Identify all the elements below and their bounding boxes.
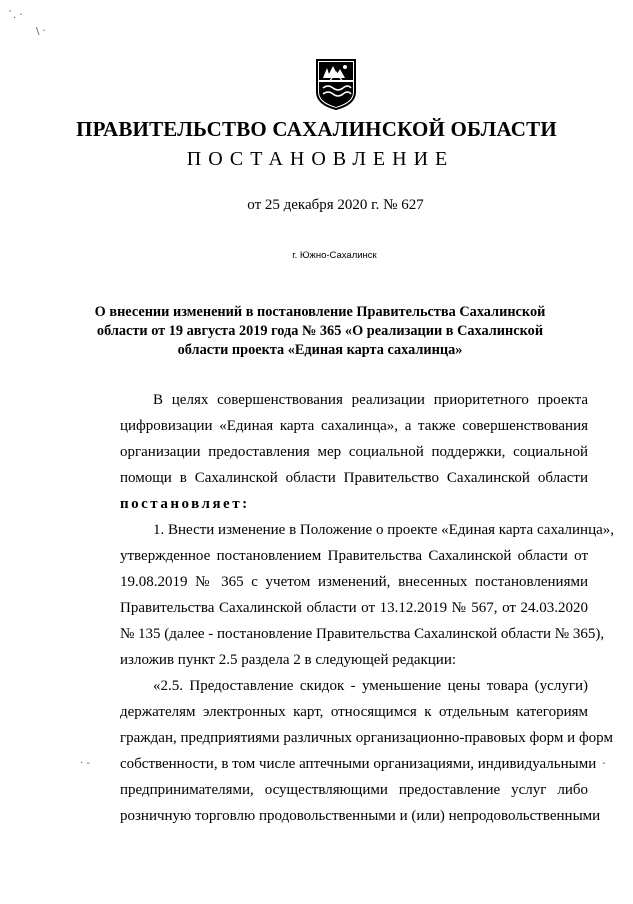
body-line: В целях совершенствования реализации приоритетного проекта [153,392,588,408]
scan-mark: - [602,758,606,769]
body-line: розничную торговлю продовольственными и (или) непродовольственными [120,808,601,824]
body-line: предпринимателями, осуществляющими предоставление услуг либо [120,782,588,798]
body-line: собственности, в том числе аптечными организациями, индивидуальными [120,756,597,772]
body-line: граждан, предприятиями различных организационно-правовых форм и форм [120,730,613,746]
scan-mark: `. · [8,10,23,21]
heading-line: О внесении изменений в постановление Правительства Сахалинской [94,304,546,320]
body-line: № 135 (далее - постановление Правительства Сахалинской области № 365), [120,626,605,642]
document-type: ПОСТАНОВЛЕНИЕ [186,148,455,170]
document-date-number: от 25 декабря 2020 г. № 627 [247,197,424,213]
body-line: 19.08.2019 № 365 с учетом изменений, внесенных постановлениями [120,574,588,590]
body-line: 1. Внести изменение в Положение о проекте «Единая карта сахалинца», [153,522,615,538]
heading-line: области проекта «Единая карта сахалинца» [177,342,463,358]
body-line: цифровизации «Единая карта сахалинца», а также совершенствования [120,418,588,434]
coat-of-arms-icon [315,58,357,110]
body-line: держателям электронных карт, относящимся к отдельным категориям [120,704,588,720]
body-line: организации предоставления мер социальной поддержки, социальной [120,444,588,460]
body-line: изложив пункт 2.5 раздела 2 в следующей редакции: [120,652,457,668]
document-place: г. Южно-Сахалинск [292,250,377,261]
document-heading [60,303,580,360]
body-line: Правительства Сахалинской области от 13.12.2019 № 567, от 24.03.2020 [120,600,588,616]
government-title: ПРАВИТЕЛЬСТВО САХАЛИНСКОЙ ОБЛАСТИ [76,117,557,141]
scan-mark: · - [80,758,90,769]
body-line: утвержденное постановлением Правительства Сахалинской области от [120,548,588,564]
scan-mark: \ · [36,26,46,37]
body-line-resolves: постановляет: [120,496,250,512]
body-line: помощи в Сахалинской области Правительство Сахалинской области [120,470,588,486]
heading-line: области от 19 августа 2019 года № 365 «О реализации в Сахалинской [96,323,544,339]
body-line: «2.5. Предоставление скидок - уменьшение цены товара (услуги) [153,678,588,694]
